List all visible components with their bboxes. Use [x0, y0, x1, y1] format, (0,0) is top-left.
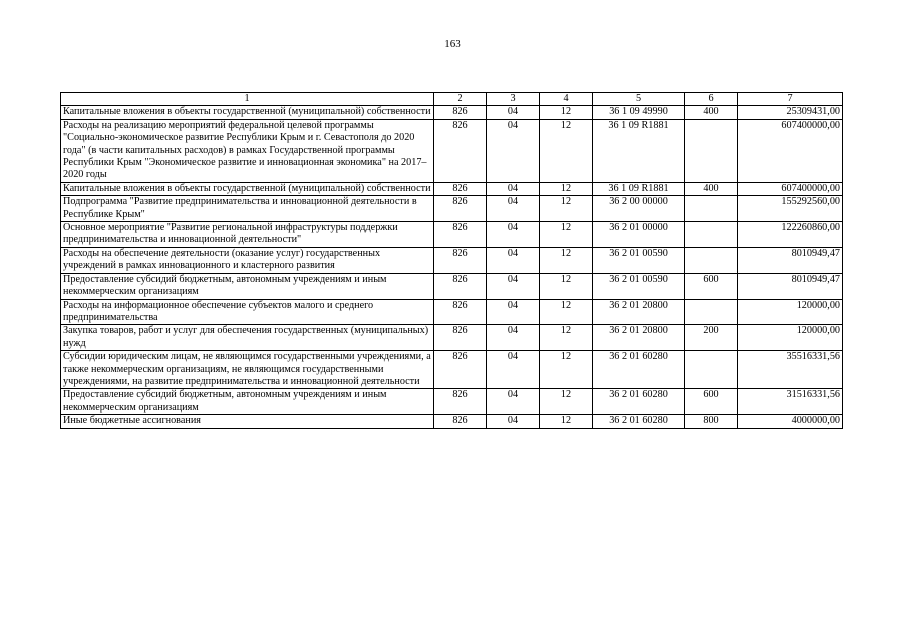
table-row	[61, 222, 843, 248]
amount-cell: 122260860,00	[738, 222, 843, 248]
subsection-cell: 12	[540, 325, 593, 351]
table-row	[61, 273, 843, 299]
column-header: 6	[685, 93, 738, 106]
ministry-code-cell: 826	[434, 119, 487, 182]
target-article-cell: 36 2 01 20800	[593, 299, 685, 325]
column-header: 7	[738, 93, 843, 106]
target-article-cell: 36 2 01 20800	[593, 325, 685, 351]
amount-cell: 607400000,00	[738, 119, 843, 182]
row-name-cell: Иные бюджетные ассигнования	[61, 415, 434, 428]
target-article-cell: 36 2 01 00590	[593, 273, 685, 299]
subsection-cell: 12	[540, 351, 593, 389]
column-header: 5	[593, 93, 685, 106]
row-name-cell: Предоставление субсидий бюджетным, автономным учреждениям и иным некоммерческим организациям	[61, 389, 434, 415]
amount-cell: 25309431,00	[738, 106, 843, 119]
expense-type-cell: 600	[685, 389, 738, 415]
amount-cell: 31516331,56	[738, 389, 843, 415]
expense-type-cell	[685, 351, 738, 389]
ministry-code-cell: 826	[434, 389, 487, 415]
ministry-code-cell: 826	[434, 415, 487, 428]
expense-type-cell: 600	[685, 273, 738, 299]
target-article-cell: 36 2 00 00000	[593, 196, 685, 222]
section-cell: 04	[487, 247, 540, 273]
subsection-cell: 12	[540, 415, 593, 428]
ministry-code-cell: 826	[434, 299, 487, 325]
subsection-cell: 12	[540, 119, 593, 182]
target-article-cell: 36 2 01 60280	[593, 415, 685, 428]
section-cell: 04	[487, 389, 540, 415]
target-article-cell: 36 1 09 R1881	[593, 182, 685, 195]
table-body	[61, 106, 843, 428]
row-name-cell: Капитальные вложения в объекты государственной (муниципальной) собственности	[61, 182, 434, 195]
ministry-code-cell: 826	[434, 196, 487, 222]
amount-cell: 8010949,47	[738, 247, 843, 273]
section-cell: 04	[487, 222, 540, 248]
ministry-code-cell: 826	[434, 247, 487, 273]
amount-cell: 4000000,00	[738, 415, 843, 428]
ministry-code-cell: 826	[434, 106, 487, 119]
section-cell: 04	[487, 273, 540, 299]
table-row	[61, 196, 843, 222]
expense-type-cell	[685, 222, 738, 248]
expense-type-cell: 400	[685, 106, 738, 119]
amount-cell: 607400000,00	[738, 182, 843, 195]
expense-type-cell: 400	[685, 182, 738, 195]
page-number: 163	[444, 38, 461, 50]
subsection-cell: 12	[540, 182, 593, 195]
ministry-code-cell: 826	[434, 351, 487, 389]
subsection-cell: 12	[540, 196, 593, 222]
row-name-cell: Расходы на реализацию мероприятий федеральной целевой программы "Социально-экономическое развитие Республики Крым и г. Севастополя до 2020 года" (в части капитальных расходов) в рамках Государственной программы Республики Крым "Экономическое развитие и инновационная экономика" на 2017–2020 годы	[61, 119, 434, 182]
row-name-cell: Подпрограмма "Развитие предпринимательства и инновационной деятельности в Республике Крым"	[61, 196, 434, 222]
section-cell: 04	[487, 119, 540, 182]
section-cell: 04	[487, 299, 540, 325]
target-article-cell: 36 2 01 60280	[593, 389, 685, 415]
column-header: 1	[61, 93, 434, 106]
column-header: 4	[540, 93, 593, 106]
table-row	[61, 351, 843, 389]
column-header: 2	[434, 93, 487, 106]
section-cell: 04	[487, 351, 540, 389]
row-name-cell: Капитальные вложения в объекты государственной (муниципальной) собственности	[61, 106, 434, 119]
row-name-cell: Предоставление субсидий бюджетным, автономным учреждениям и иным некоммерческим организациям	[61, 273, 434, 299]
budget-table	[60, 92, 843, 429]
row-name-cell: Расходы на обеспечение деятельности (оказание услуг) государственных учреждений в рамках инновационного и кластерного развития	[61, 247, 434, 273]
amount-cell: 120000,00	[738, 299, 843, 325]
amount-cell: 120000,00	[738, 325, 843, 351]
amount-cell: 35516331,56	[738, 351, 843, 389]
subsection-cell: 12	[540, 273, 593, 299]
row-name-cell: Субсидии юридическим лицам, не являющимся государственными учреждениями, а также некоммерческим организациям, не являющимся государственными учреждениями, на развитие предпринимательства и инновационной деятельности	[61, 351, 434, 389]
table-row	[61, 415, 843, 428]
column-header: 3	[487, 93, 540, 106]
table-row	[61, 247, 843, 273]
ministry-code-cell: 826	[434, 273, 487, 299]
table-header-row	[61, 93, 843, 106]
section-cell: 04	[487, 325, 540, 351]
expense-type-cell	[685, 119, 738, 182]
target-article-cell: 36 1 09 R1881	[593, 119, 685, 182]
ministry-code-cell: 826	[434, 325, 487, 351]
subsection-cell: 12	[540, 247, 593, 273]
row-name-cell: Закупка товаров, работ и услуг для обеспечения государственных (муниципальных) нужд	[61, 325, 434, 351]
expense-type-cell	[685, 196, 738, 222]
row-name-cell: Расходы на информационное обеспечение субъектов малого и среднего предпринимательства	[61, 299, 434, 325]
table-row	[61, 106, 843, 119]
expense-type-cell: 200	[685, 325, 738, 351]
expense-type-cell	[685, 299, 738, 325]
table-row	[61, 325, 843, 351]
subsection-cell: 12	[540, 299, 593, 325]
table-row	[61, 119, 843, 182]
section-cell: 04	[487, 182, 540, 195]
ministry-code-cell: 826	[434, 222, 487, 248]
section-cell: 04	[487, 106, 540, 119]
expense-type-cell: 800	[685, 415, 738, 428]
table-row	[61, 299, 843, 325]
expense-type-cell	[685, 247, 738, 273]
table-row	[61, 182, 843, 195]
target-article-cell: 36 2 01 00590	[593, 247, 685, 273]
subsection-cell: 12	[540, 222, 593, 248]
amount-cell: 8010949,47	[738, 273, 843, 299]
subsection-cell: 12	[540, 106, 593, 119]
table-row	[61, 389, 843, 415]
section-cell: 04	[487, 415, 540, 428]
subsection-cell: 12	[540, 389, 593, 415]
amount-cell: 155292560,00	[738, 196, 843, 222]
target-article-cell: 36 2 01 00000	[593, 222, 685, 248]
target-article-cell: 36 2 01 60280	[593, 351, 685, 389]
target-article-cell: 36 1 09 49990	[593, 106, 685, 119]
row-name-cell: Основное мероприятие "Развитие региональной инфраструктуры поддержки предпринимательства и инновационной деятельности"	[61, 222, 434, 248]
ministry-code-cell: 826	[434, 182, 487, 195]
section-cell: 04	[487, 196, 540, 222]
